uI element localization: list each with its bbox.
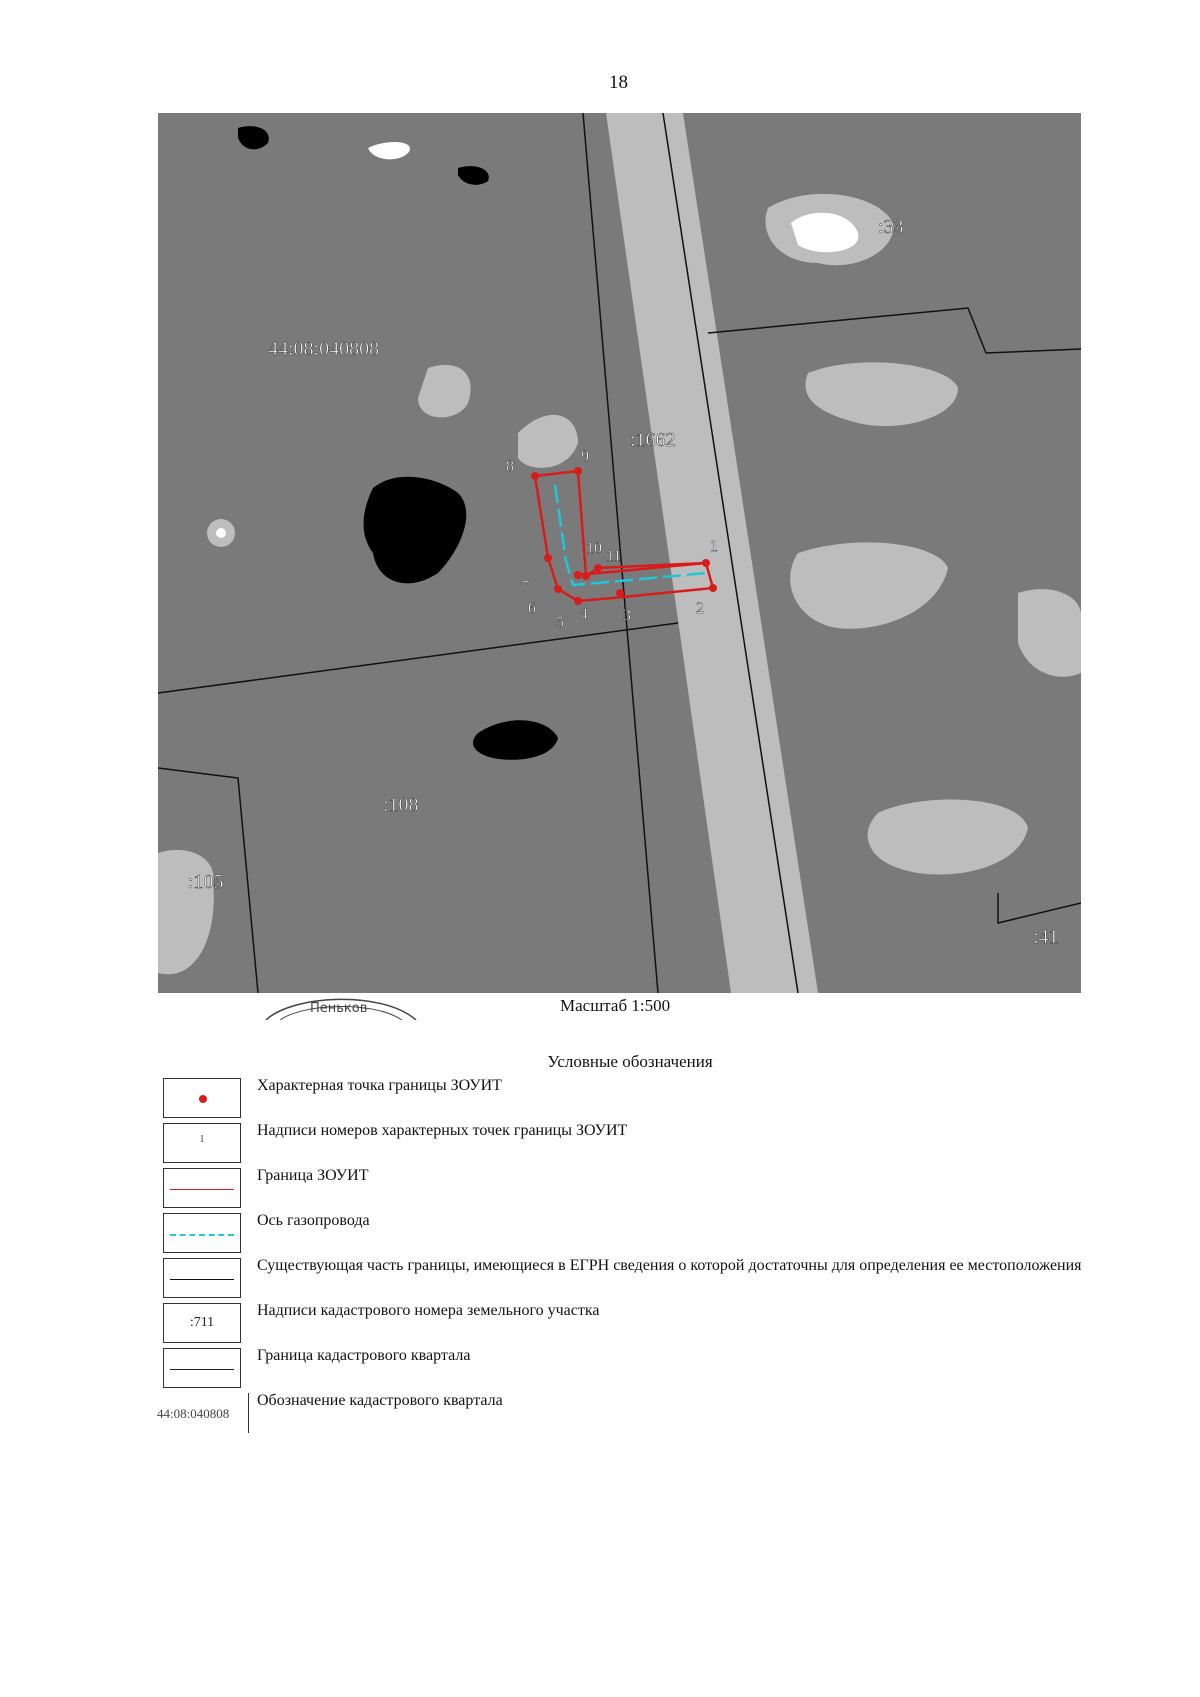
characteristic-point xyxy=(616,589,624,597)
parcel-label-105: :105 xyxy=(188,871,224,893)
point-label: 8 xyxy=(506,458,514,475)
characteristic-point xyxy=(574,467,582,475)
legend-label: Надписи кадастрового номера земельного участка xyxy=(257,1302,600,1319)
tree-mass xyxy=(458,166,489,185)
characteristic-point xyxy=(702,559,710,567)
boundary-point-icon xyxy=(199,1095,207,1103)
svg-text:Пеньков: Пеньков xyxy=(310,1001,368,1016)
legend-item-parcel-number xyxy=(163,1303,1063,1347)
tree-mass xyxy=(364,477,467,584)
legend-label: Граница ЗОУИТ xyxy=(257,1167,369,1184)
point-label: 9 xyxy=(581,448,589,465)
point-label: 6 xyxy=(528,600,536,617)
legend-label: Ось газопровода xyxy=(257,1212,370,1229)
legend-item-quarter-label xyxy=(157,1392,1063,1437)
parcel-boundary xyxy=(998,893,1081,923)
legend-item-zouit-boundary xyxy=(163,1168,1063,1212)
point-number-sample: 1 xyxy=(199,1134,205,1145)
legend-label: Существующая часть границы, имеющиеся в ЕГРН сведения о которой достаточны для определения ее местоположения xyxy=(257,1257,1082,1274)
legend-symbol xyxy=(163,1348,241,1388)
legend-item-point-numbers xyxy=(163,1123,1063,1167)
page-number: 18 xyxy=(609,72,628,93)
characteristic-point xyxy=(574,571,582,579)
legend-symbol xyxy=(163,1303,241,1343)
zouit-boundary-line-icon xyxy=(170,1189,234,1190)
terrain-patch xyxy=(418,365,471,418)
terrain-patch xyxy=(790,542,948,628)
point-label: 2 xyxy=(696,600,704,617)
legend-symbol xyxy=(163,1168,241,1208)
terrain-patch xyxy=(1018,589,1081,677)
characteristic-point xyxy=(709,584,717,592)
characteristic-point xyxy=(582,572,590,580)
cadastral-quarter-label: 44:08:040808 xyxy=(268,338,380,360)
parcel-number-sample: :711 xyxy=(189,1315,215,1330)
terrain-patch xyxy=(868,799,1028,874)
legend-symbol xyxy=(157,1393,249,1433)
point-label: 3 xyxy=(623,607,631,624)
terrain-patch xyxy=(805,362,958,426)
quarter-boundary-line-icon xyxy=(170,1369,234,1370)
characteristic-point xyxy=(594,564,602,572)
legend-label: Граница кадастрового квартала xyxy=(257,1347,471,1364)
legend-symbol xyxy=(163,1078,241,1118)
legend-label: Характерная точка границы ЗОУИТ xyxy=(257,1077,502,1094)
seal-stamp xyxy=(262,990,422,1020)
tree-mass xyxy=(238,126,269,149)
map-scale: Масштаб 1:500 xyxy=(560,996,671,1015)
terrain-patch xyxy=(158,850,214,974)
terrain-patch xyxy=(518,415,578,468)
characteristic-point xyxy=(554,585,562,593)
gas-axis-line-icon xyxy=(170,1234,234,1236)
point-label: 7 xyxy=(521,578,529,595)
parcel-label-108: :108 xyxy=(383,794,419,816)
legend-label: Обозначение кадастрового квартала xyxy=(257,1392,503,1409)
characteristic-point xyxy=(544,554,552,562)
map-canvas xyxy=(158,113,1081,993)
cadastral-map[interactable] xyxy=(158,113,1081,993)
existing-boundary-line-icon xyxy=(170,1279,234,1280)
parcel-label-41: :41 xyxy=(1033,926,1059,948)
point-label: 5 xyxy=(556,614,564,631)
point-label: 11 xyxy=(606,548,622,565)
terrain-patch xyxy=(368,142,410,159)
tree-mass xyxy=(473,720,558,760)
characteristic-point xyxy=(531,472,539,480)
characteristic-point xyxy=(574,597,582,605)
legend-item-gas-axis xyxy=(163,1213,1063,1257)
legend-item-quarter-boundary xyxy=(163,1348,1063,1392)
legend-item-existing-boundary xyxy=(163,1257,1082,1302)
parcel-label-33: :33 xyxy=(878,216,904,238)
legend-symbol xyxy=(163,1258,241,1298)
parcel-boundary xyxy=(708,308,1081,353)
legend-label: Надписи номеров характерных точек границы ЗОУИТ xyxy=(257,1122,628,1139)
parcel-boundary xyxy=(158,623,678,693)
quarter-label-sample: 44:08:040808 xyxy=(157,1406,230,1421)
point-label: 10 xyxy=(586,540,602,557)
legend-title: Условные обозначения xyxy=(547,1052,713,1071)
point-label: 1 xyxy=(710,538,718,555)
point-label: 4 xyxy=(580,606,588,623)
parcel-label-1662: :1662 xyxy=(630,429,676,451)
terrain-spot xyxy=(216,528,226,538)
legend-item-boundary-point xyxy=(163,1078,1063,1122)
legend-symbol xyxy=(163,1123,241,1163)
legend-symbol xyxy=(163,1213,241,1253)
